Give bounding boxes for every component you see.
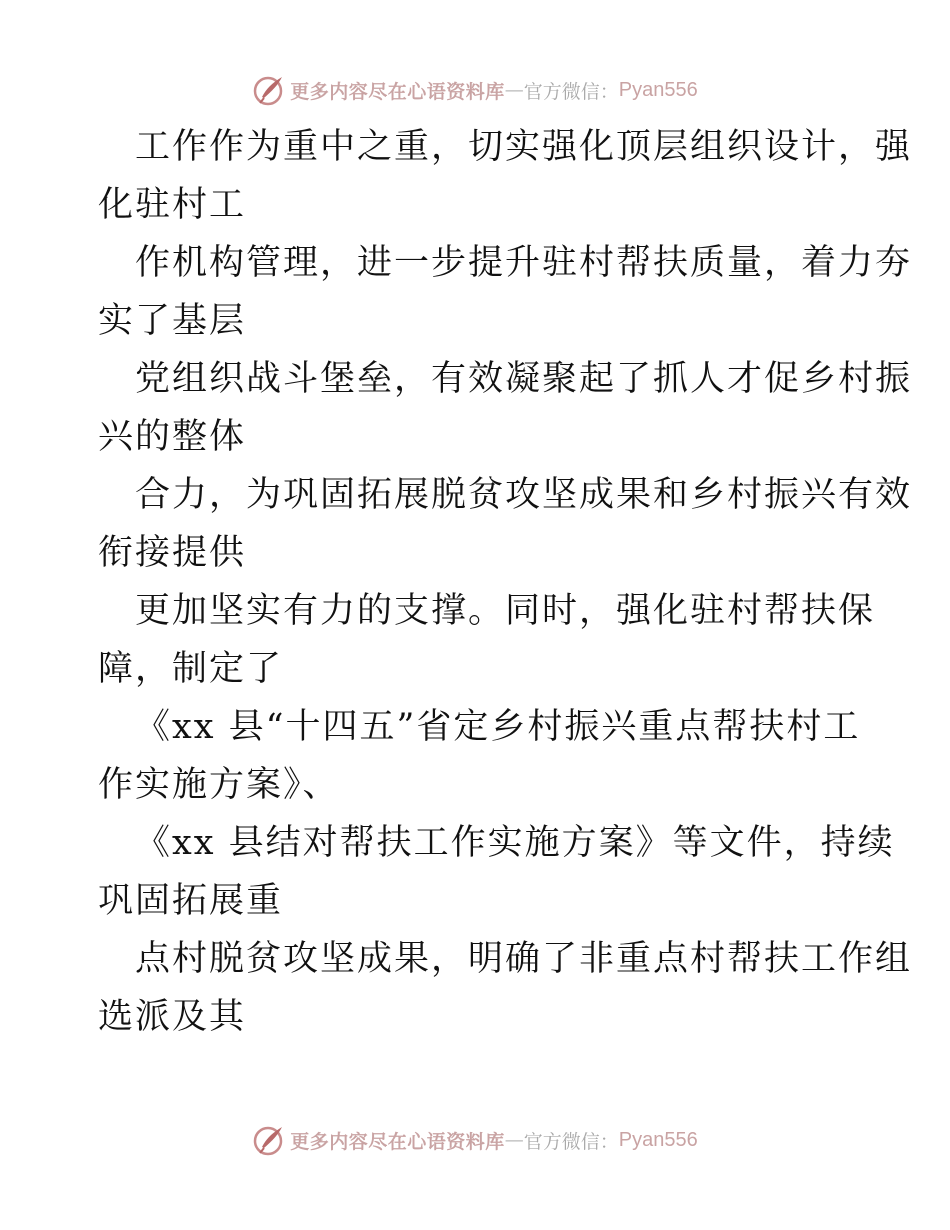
body-line: 选派及其	[98, 997, 247, 1037]
document-body	[98, 118, 913, 1046]
watermark-separator: —	[504, 79, 524, 101]
body-line: 衔接提供	[98, 533, 247, 573]
body-line: 作实施方案》、	[98, 765, 340, 805]
header-watermark	[0, 70, 950, 110]
body-line: 障，制定了	[98, 649, 284, 689]
watermark-wechat-label: 官方微信：	[523, 1130, 619, 1153]
body-line: 《xx 县“十四五”省定乡村振兴重点帮扶村工	[135, 707, 861, 747]
body-line: 合力，为巩固拓展脱贫攻坚成果和乡村振兴有效	[135, 475, 913, 515]
watermark-separator: —	[504, 1129, 524, 1151]
quill-seal-icon	[252, 1123, 286, 1157]
body-line: 《xx 县结对帮扶工作实施方案》等文件，持续	[135, 823, 895, 863]
watermark-wechat-id: Pyan556	[618, 78, 698, 101]
body-line: 实了基层	[98, 301, 247, 341]
watermark-wechat-id: Pyan556	[618, 1128, 698, 1151]
quill-seal-icon	[252, 73, 286, 107]
body-line: 兴的整体	[98, 417, 247, 457]
body-line: 点村脱贫攻坚成果，明确了非重点村帮扶工作组	[135, 939, 913, 979]
body-line: 巩固拓展重	[98, 881, 284, 921]
watermark-brand: 更多内容尽在心语资料库	[290, 80, 505, 103]
footer-watermark	[0, 1120, 950, 1160]
body-line: 工作作为重中之重，切实强化顶层组织设计，强	[135, 127, 913, 167]
watermark-wechat-label: 官方微信：	[523, 80, 619, 103]
body-line: 更加坚实有力的支撑。同时，强化驻村帮扶保	[135, 591, 876, 631]
watermark-brand: 更多内容尽在心语资料库	[290, 1130, 505, 1153]
body-line: 作机构管理，进一步提升驻村帮扶质量，着力夯	[135, 243, 913, 283]
body-line: 化驻村工	[98, 185, 247, 225]
body-line: 党组织战斗堡垒，有效凝聚起了抓人才促乡村振	[135, 359, 913, 399]
